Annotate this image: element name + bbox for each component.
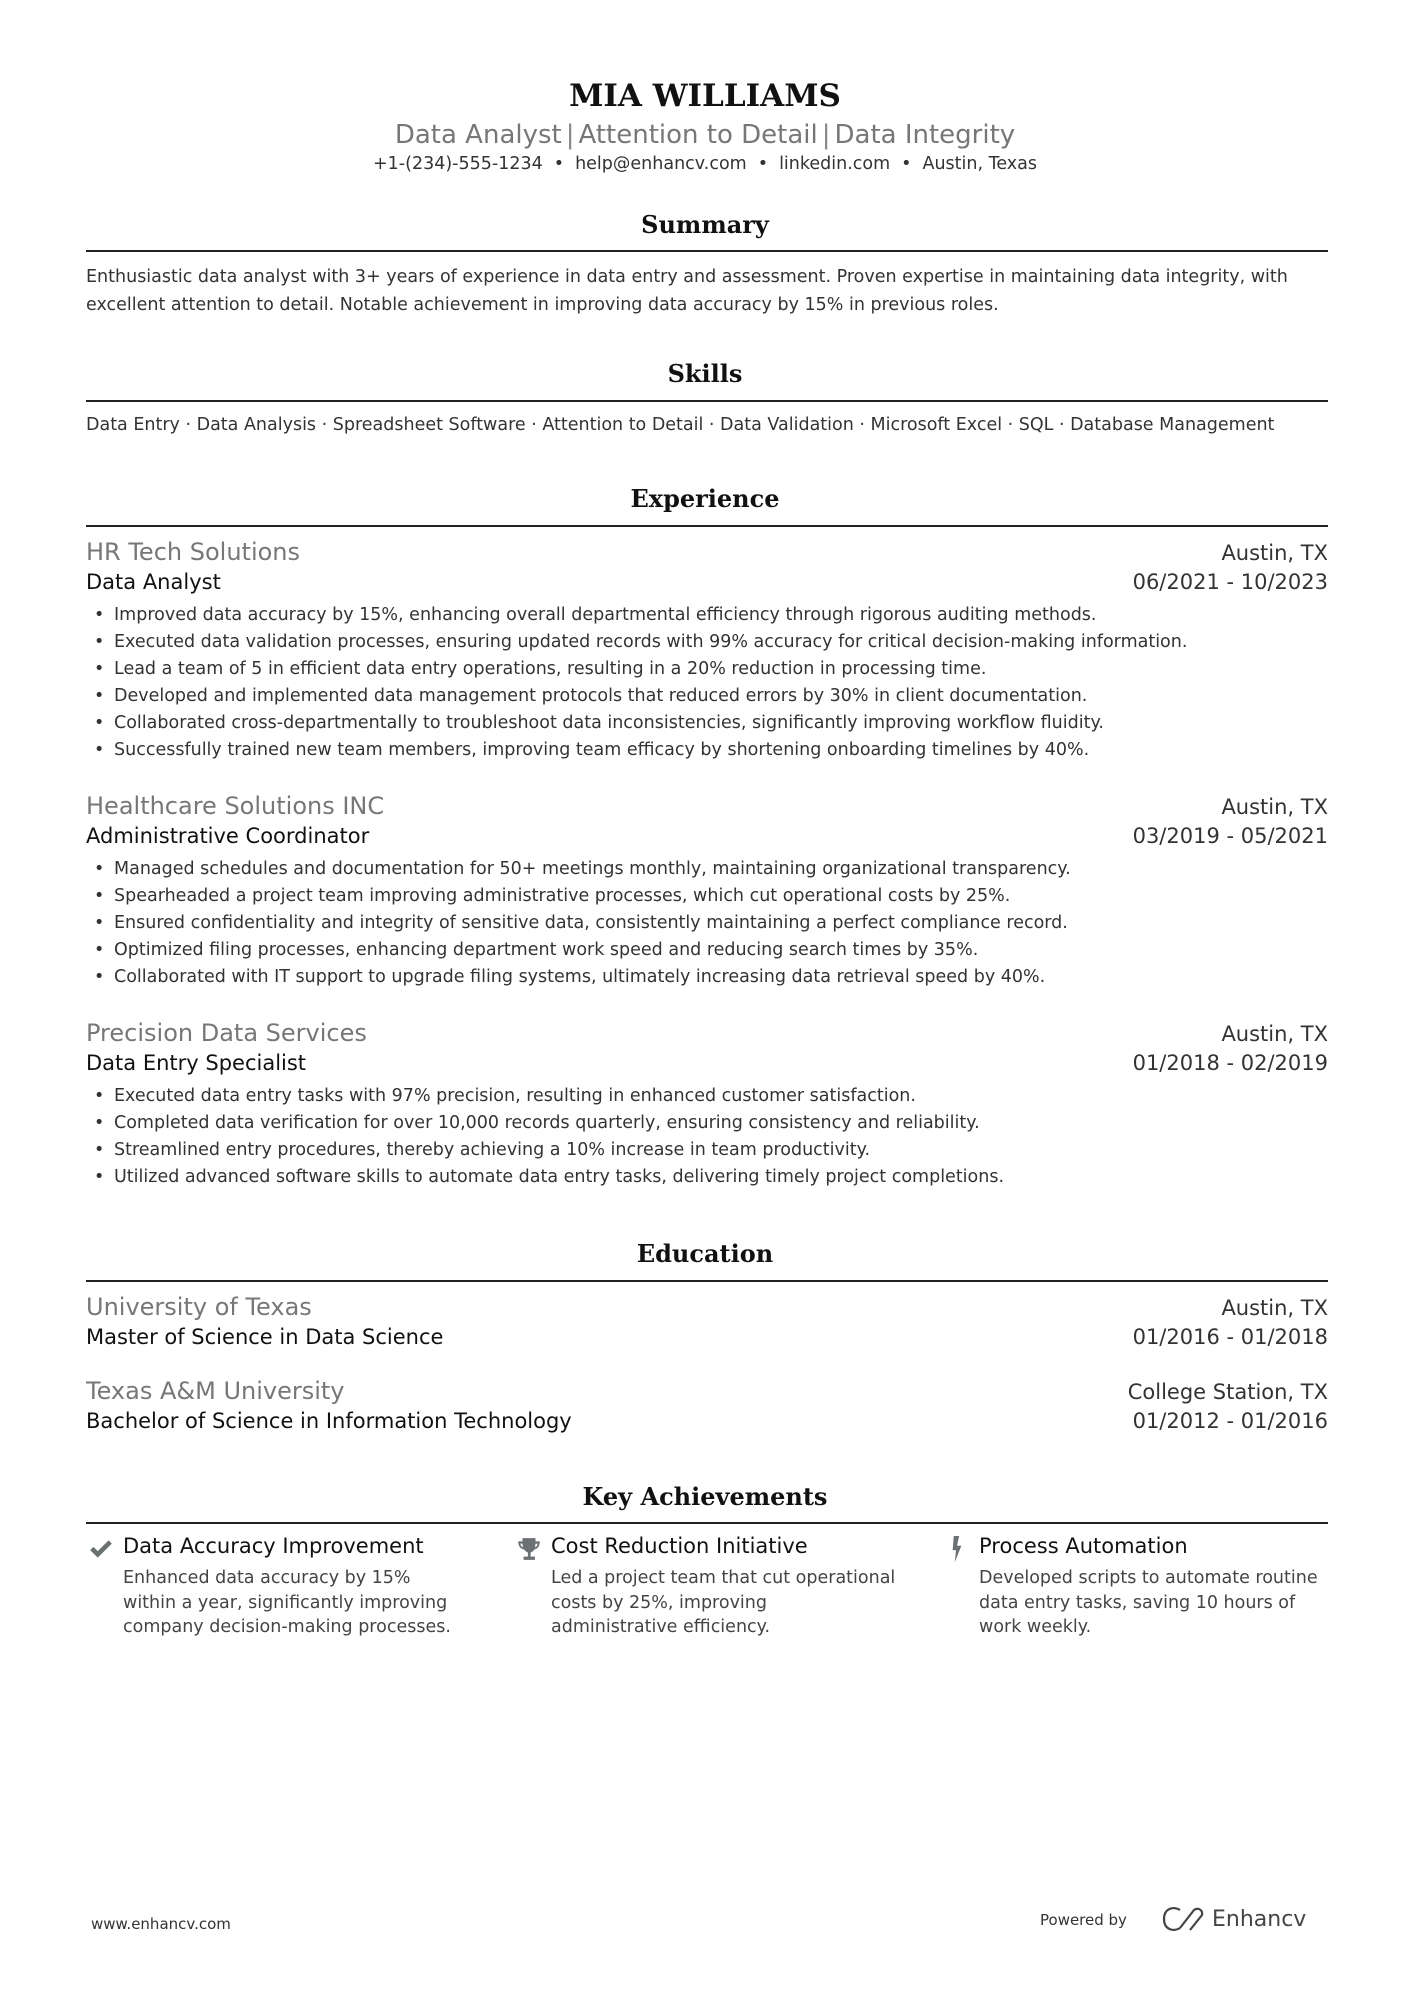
education-entry xyxy=(86,1377,1328,1433)
bullet: • Managed schedules and documentation for 50+ meetings monthly, maintaining organizational transparency. xyxy=(86,856,1328,883)
bolt-icon xyxy=(944,1536,970,1562)
bullet: • Executed data validation processes, ensuring updated records with 99% accuracy for critical decision-making information. xyxy=(86,629,1328,656)
powered-by-label: Powered by xyxy=(1040,1911,1127,1929)
job-entry xyxy=(86,792,1328,991)
location: Austin, Texas xyxy=(922,154,1037,174)
job-location: Austin, TX xyxy=(1221,541,1328,565)
bullet: • Streamlined entry procedures, thereby achieving a 10% increase in team productivity. xyxy=(86,1137,1328,1164)
job-title: Data Entry Specialist xyxy=(86,1051,307,1075)
achievement-item xyxy=(516,1534,896,1640)
job-bullets xyxy=(86,602,1328,764)
job-bullets xyxy=(86,856,1328,991)
contact-info xyxy=(0,154,1410,174)
bullet: • Utilized advanced software skills to automate data entry tasks, delivering timely project completions. xyxy=(86,1164,1328,1191)
job-dates: 06/2021 - 10/2023 xyxy=(1132,570,1328,594)
education-heading: Education xyxy=(636,1239,774,1268)
separator: | xyxy=(565,120,575,150)
candidate-name: MIA WILLIAMS xyxy=(569,78,841,114)
summary-heading: Summary xyxy=(641,210,769,239)
check-icon xyxy=(88,1536,114,1562)
bullet: • Collaborated with IT support to upgrade filing systems, ultimately increasing data retrieval speed by 40%. xyxy=(86,964,1328,991)
bullet: • Lead a team of 5 in efficient data entry operations, resulting in a 20% reduction in processing time. xyxy=(86,656,1328,683)
job-title: Administrative Coordinator xyxy=(86,824,370,848)
headline-title: Attention to Detail xyxy=(578,120,818,150)
bullet: • Improved data accuracy by 15%, enhancing overall departmental efficiency through rigorous auditing methods. xyxy=(86,602,1328,629)
job-dates: 01/2018 - 02/2019 xyxy=(1132,1051,1328,1075)
achievement-description: Developed scripts to automate routine data entry tasks, saving 10 hours of work weekly. xyxy=(979,1568,1318,1637)
bullet: • Ensured confidentiality and integrity of sensitive data, consistently maintaining a perfect compliance record. xyxy=(86,910,1328,937)
separator: • xyxy=(553,154,565,174)
bullet: • Spearheaded a project team improving administrative processes, which cut operational costs by 25%. xyxy=(86,883,1328,910)
headline-title: Data Analyst xyxy=(394,120,562,150)
school-location: College Station, TX xyxy=(1127,1380,1328,1404)
degree: Bachelor of Science in Information Technology xyxy=(86,1409,572,1433)
email-link[interactable]: help@enhancv.com xyxy=(575,154,747,174)
divider xyxy=(86,525,1328,527)
achievement-description: Enhanced data accuracy by 15% within a year, significantly improving company decision-making processes. xyxy=(123,1568,451,1637)
brand-name: Enhancv xyxy=(1212,1906,1307,1932)
job-bullets xyxy=(86,1083,1328,1191)
bullet: • Executed data entry tasks with 97% precision, resulting in enhanced customer satisfaction. xyxy=(86,1083,1328,1110)
achievements-heading: Key Achievements xyxy=(582,1482,828,1511)
skills-list: Data Entry · Data Analysis · Spreadsheet Software · Attention to Detail · Data Validation · Microsoft Excel · SQL · Database Management xyxy=(86,415,1275,435)
education-dates: 01/2012 - 01/2016 xyxy=(1132,1409,1328,1433)
bullet: • Developed and implemented data management protocols that reduced errors by 30% in client documentation. xyxy=(86,683,1328,710)
phone[interactable]: +1-(234)-555-1234 xyxy=(373,154,543,174)
headline-title: Data Integrity xyxy=(834,120,1016,150)
divider xyxy=(86,1522,1328,1524)
divider xyxy=(86,1280,1328,1282)
achievement-title: Process Automation xyxy=(979,1534,1188,1558)
achievement-title: Data Accuracy Improvement xyxy=(123,1534,424,1558)
achievement-title: Cost Reduction Initiative xyxy=(551,1534,808,1558)
linkedin-link[interactable]: linkedin.com xyxy=(779,154,891,174)
job-title: Data Analyst xyxy=(86,570,221,594)
experience-heading: Experience xyxy=(630,484,780,513)
enhancv-logo[interactable] xyxy=(1160,1906,1306,1932)
achievement-description: Led a project team that cut operational costs by 25%, improving administrative efficiency. xyxy=(551,1568,896,1637)
trophy-icon xyxy=(516,1536,542,1562)
company-name: Precision Data Services xyxy=(86,1019,367,1047)
separator: • xyxy=(757,154,769,174)
bullet: • Collaborated cross-departmentally to troubleshoot data inconsistencies, significantly improving workflow fluidity. xyxy=(86,710,1328,737)
school-name: University of Texas xyxy=(86,1293,312,1321)
separator: | xyxy=(821,120,831,150)
headline xyxy=(0,120,1410,150)
divider xyxy=(86,400,1328,402)
skills-heading: Skills xyxy=(667,359,743,388)
footer-website[interactable]: www.enhancv.com xyxy=(91,1915,231,1933)
education-dates: 01/2016 - 01/2018 xyxy=(1132,1325,1328,1349)
school-location: Austin, TX xyxy=(1221,1296,1328,1320)
achievement-item xyxy=(944,1534,1324,1640)
bullet: • Successfully trained new team members, improving team efficacy by shortening onboarding timelines by 40%. xyxy=(86,737,1328,764)
bullet: • Completed data verification for over 10,000 records quarterly, ensuring consistency and reliability. xyxy=(86,1110,1328,1137)
company-name: Healthcare Solutions INC xyxy=(86,792,385,820)
achievement-item xyxy=(88,1534,468,1640)
company-name: HR Tech Solutions xyxy=(86,538,301,566)
degree: Master of Science in Data Science xyxy=(86,1325,444,1349)
summary-text: Enthusiastic data analyst with 3+ years of experience in data entry and assessment. Proven expertise in maintaining data integrity, with excellent attention to detail. Notable achievement in improving data accuracy by 15% in previous roles. xyxy=(86,267,1288,315)
job-location: Austin, TX xyxy=(1221,795,1328,819)
enhancv-logo-icon xyxy=(1160,1906,1206,1932)
job-entry xyxy=(86,538,1328,764)
job-dates: 03/2019 - 05/2021 xyxy=(1132,824,1328,848)
bullet: • Optimized filing processes, enhancing department work speed and reducing search times by 35%. xyxy=(86,937,1328,964)
job-location: Austin, TX xyxy=(1221,1022,1328,1046)
job-entry xyxy=(86,1019,1328,1191)
school-name: Texas A&M University xyxy=(86,1377,345,1405)
divider xyxy=(86,250,1328,252)
education-entry xyxy=(86,1293,1328,1349)
separator: • xyxy=(901,154,912,174)
